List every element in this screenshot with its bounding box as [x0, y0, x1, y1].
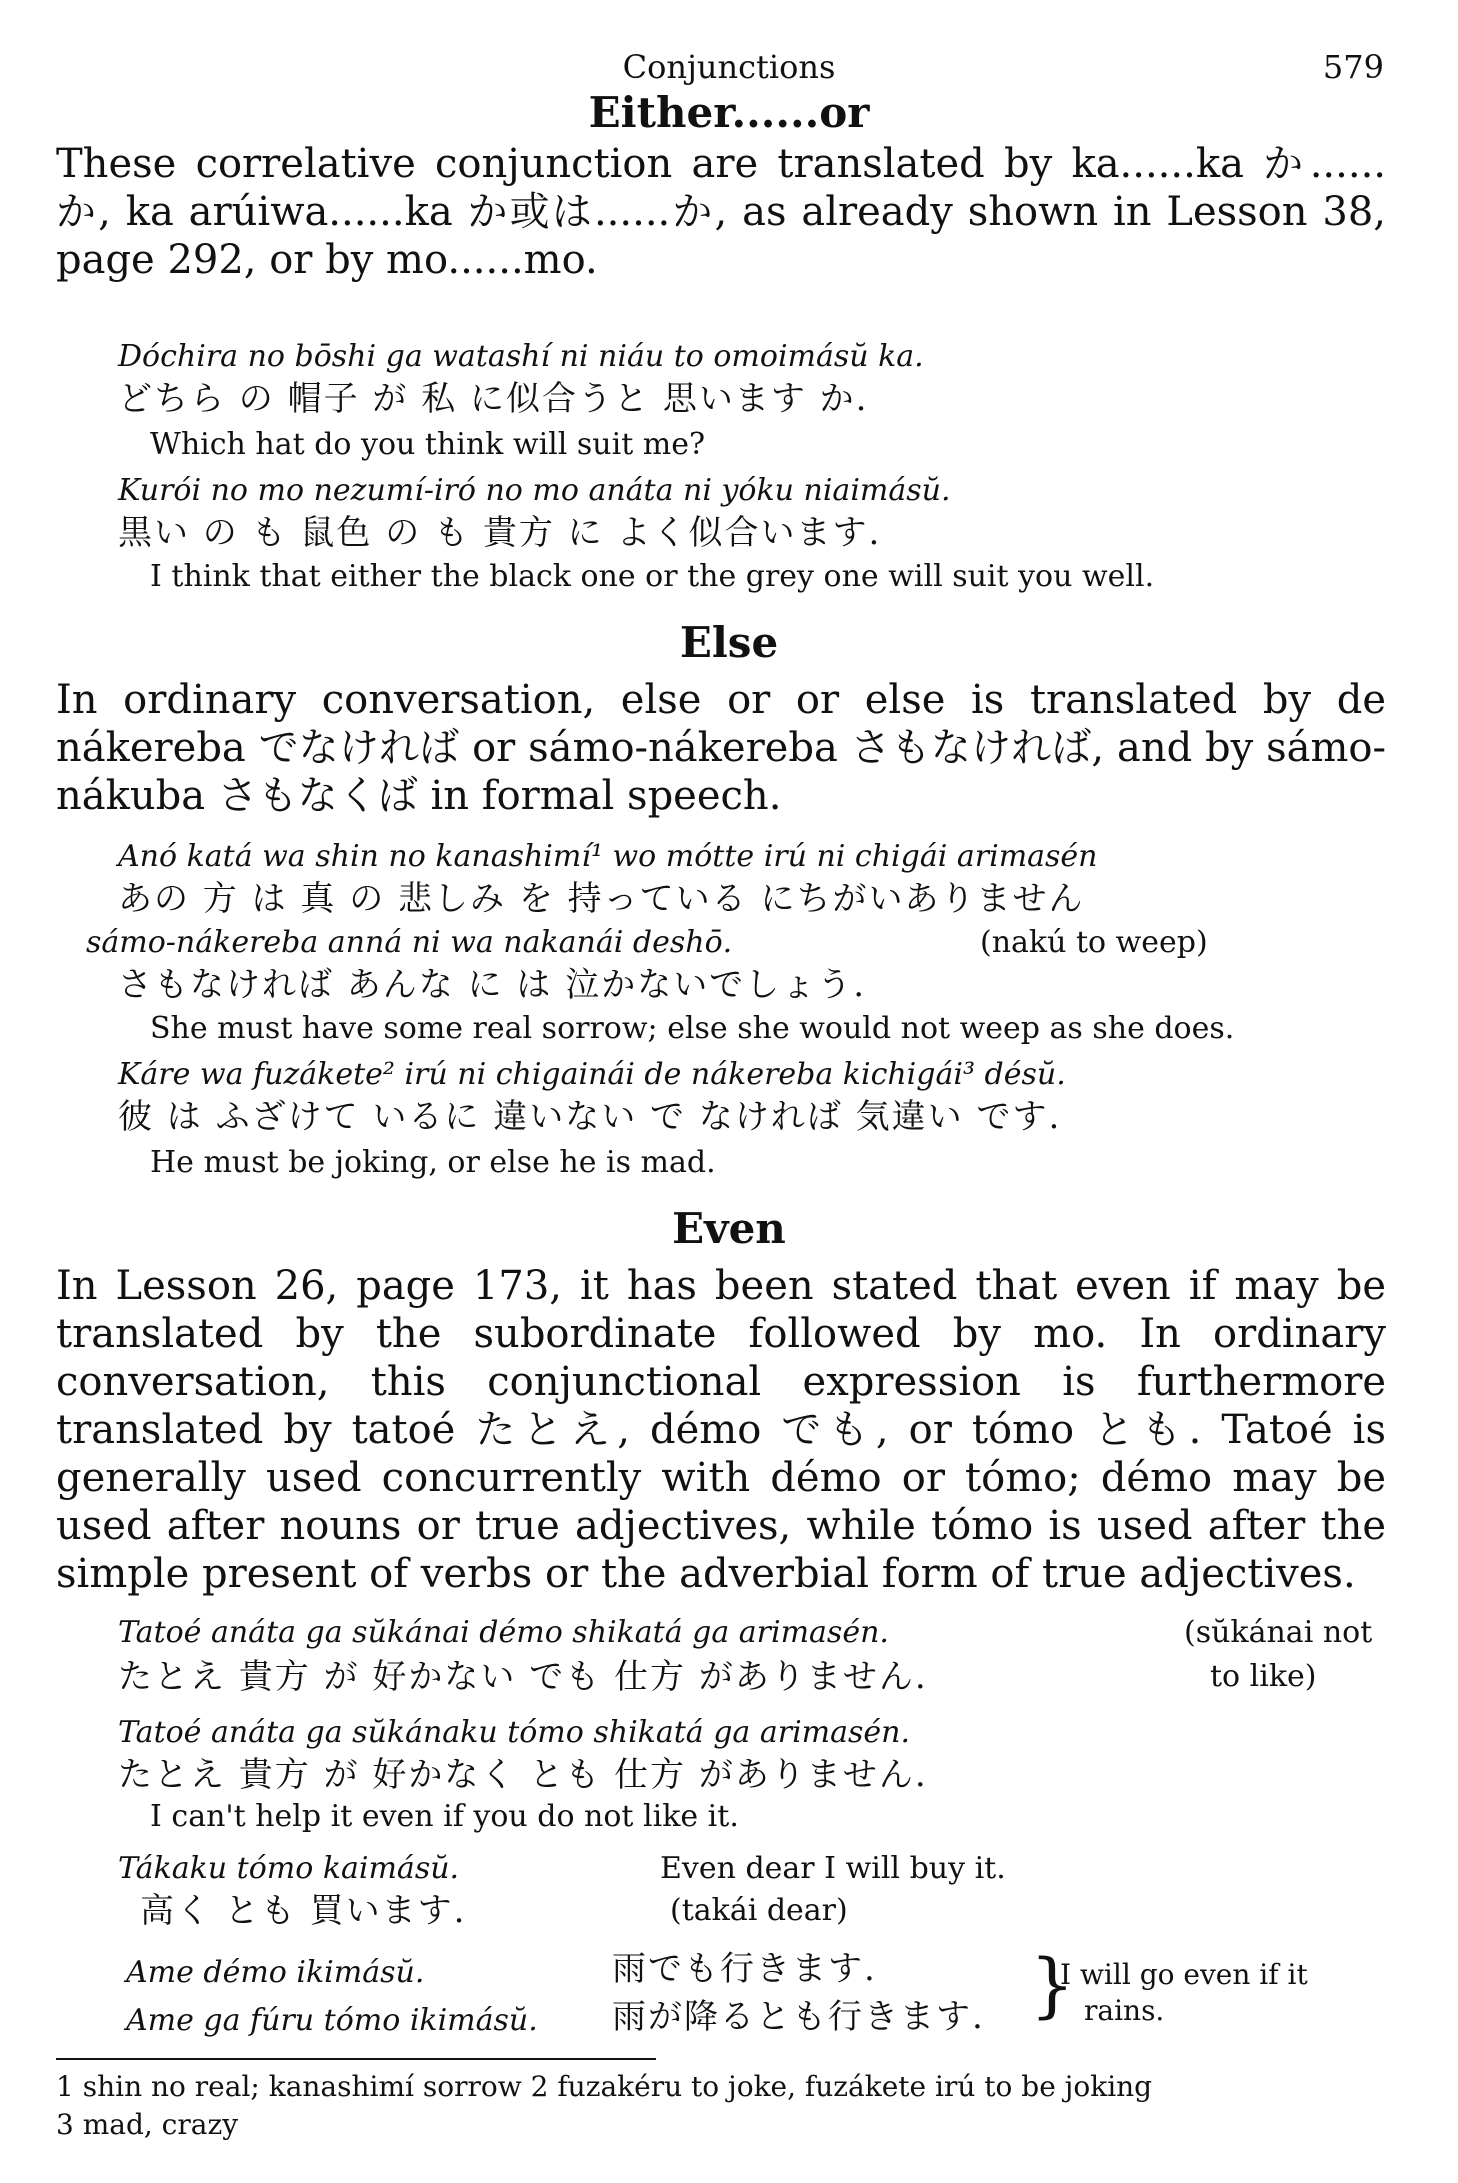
example-translation: She must have some real sorrow; else she would not weep as she does. — [150, 1011, 1235, 1046]
example-japanese: たとえ 貴方 が 好かなく とも 仕方 がありません. — [118, 1755, 928, 1795]
running-header — [0, 48, 1458, 88]
example-romaji: Dóchira no bōshi ga watashí ni niáu to omoimásŭ ka. — [118, 339, 924, 374]
example-romaji: Tatoé anáta ga sŭkánai démo shikatá ga arimasén. — [118, 1615, 889, 1650]
example-romaji: Anó katá wa shin no kanashimí¹ wo mótte irú ni chigái arimasén — [118, 839, 1098, 874]
gloss-note: to like) — [1210, 1659, 1317, 1694]
running-title: Conjunctions — [622, 48, 836, 86]
example-translation: He must be joking, or else he is mad. — [150, 1145, 716, 1180]
paragraph-even: In Lesson 26, page 173, it has been stated that even if may be translated by the subordinate followed by mo. In ordinary conversation, this conjunctional expression is furthermore translated by tatoé たとえ, démo でも, or tómo とも. Tatoé is generally used concurrently with démo or tómo; démo may be used after nouns or true adjectives, while tómo is used after the simple present of verbs or the adverbial form of true adjectives. — [56, 1263, 1386, 1597]
example-translation: Even dear I will buy it. — [660, 1851, 1006, 1886]
example-japanese: どちら の 帽子 が 私 に似合うと 思います か. — [118, 379, 869, 419]
example-romaji: sámo-nákereba anná ni wa nakanái deshō. — [86, 925, 733, 960]
footnote-line: 3 mad, crazy — [56, 2108, 239, 2141]
brace-symbol: } — [1030, 1944, 1075, 2026]
example-translation: Which hat do you think will suit me? — [150, 427, 706, 462]
gloss-note: (takái dear) — [670, 1893, 848, 1928]
example-romaji: Ame démo ikimásŭ. — [126, 1955, 425, 1990]
example-japanese: たとえ 貴方 が 好かない でも 仕方 がありません. — [118, 1657, 928, 1697]
gloss-note: (nakú to weep) — [980, 925, 1208, 960]
paragraph-either-or: These correlative conjunction are translated by ka......ka か......か, ka arúiwa......ka か或は......か, as already shown in Lesson 38, page 292, or by mo......mo. — [56, 141, 1386, 283]
example-romaji: Tatoé anáta ga sŭkánaku tómo shikatá ga arimasén. — [118, 1715, 910, 1750]
example-japanese: 彼 は ふざけて いるに 違いない で なければ 気違い です. — [118, 1097, 1062, 1137]
example-translation: I can't help it even if you do not like it. — [150, 1799, 739, 1834]
example-translation: I will go even if it — [1060, 1958, 1308, 1991]
example-japanese: あの 方 は 真 の 悲しみ を 持っている にちがいありません — [118, 879, 1085, 919]
footnote-line: 1 shin no real; kanashimí sorrow 2 fuzakéru to joke, fuzákete irú to be joking — [56, 2070, 1153, 2103]
example-japanese: 黒い の も 鼠色 の も 貴方 に よく似合います. — [118, 513, 882, 553]
example-japanese: 高く とも 買います. — [140, 1891, 467, 1931]
example-translation: I think that either the black one or the grey one will suit you well. — [150, 559, 1155, 594]
gloss-note: (sŭkánai not — [1184, 1615, 1373, 1650]
example-japanese: 雨でも行きます. — [612, 1949, 877, 1989]
footnote-rule — [56, 2058, 656, 2060]
example-romaji: Ame ga fúru tómo ikimásŭ. — [126, 2003, 538, 2038]
paragraph-else: In ordinary conversation, else or or else is translated by de nákereba でなければ or sámo-nákereba さもなければ, and by sámo-nákuba さもなくば in formal speech. — [56, 677, 1386, 819]
example-japanese: さもなければ あんな に は 泣かないでしょう. — [118, 965, 867, 1005]
page-number: 579 — [1322, 48, 1384, 86]
example-translation: rains. — [1084, 1994, 1165, 2027]
example-romaji: Kurói no mo nezumí-iró no mo anáta ni yóku niaimásŭ. — [118, 473, 951, 508]
example-romaji: Tákaku tómo kaimásŭ. — [118, 1851, 460, 1886]
section-heading-either-or: Either......or — [588, 88, 870, 137]
section-heading-else: Else — [679, 618, 779, 667]
section-heading-even: Even — [672, 1204, 786, 1253]
example-japanese: 雨が降るとも行きます. — [612, 1997, 985, 2037]
example-romaji: Káre wa fuzákete² irú ni chigainái de nákereba kichigái³ désŭ. — [118, 1057, 1066, 1092]
